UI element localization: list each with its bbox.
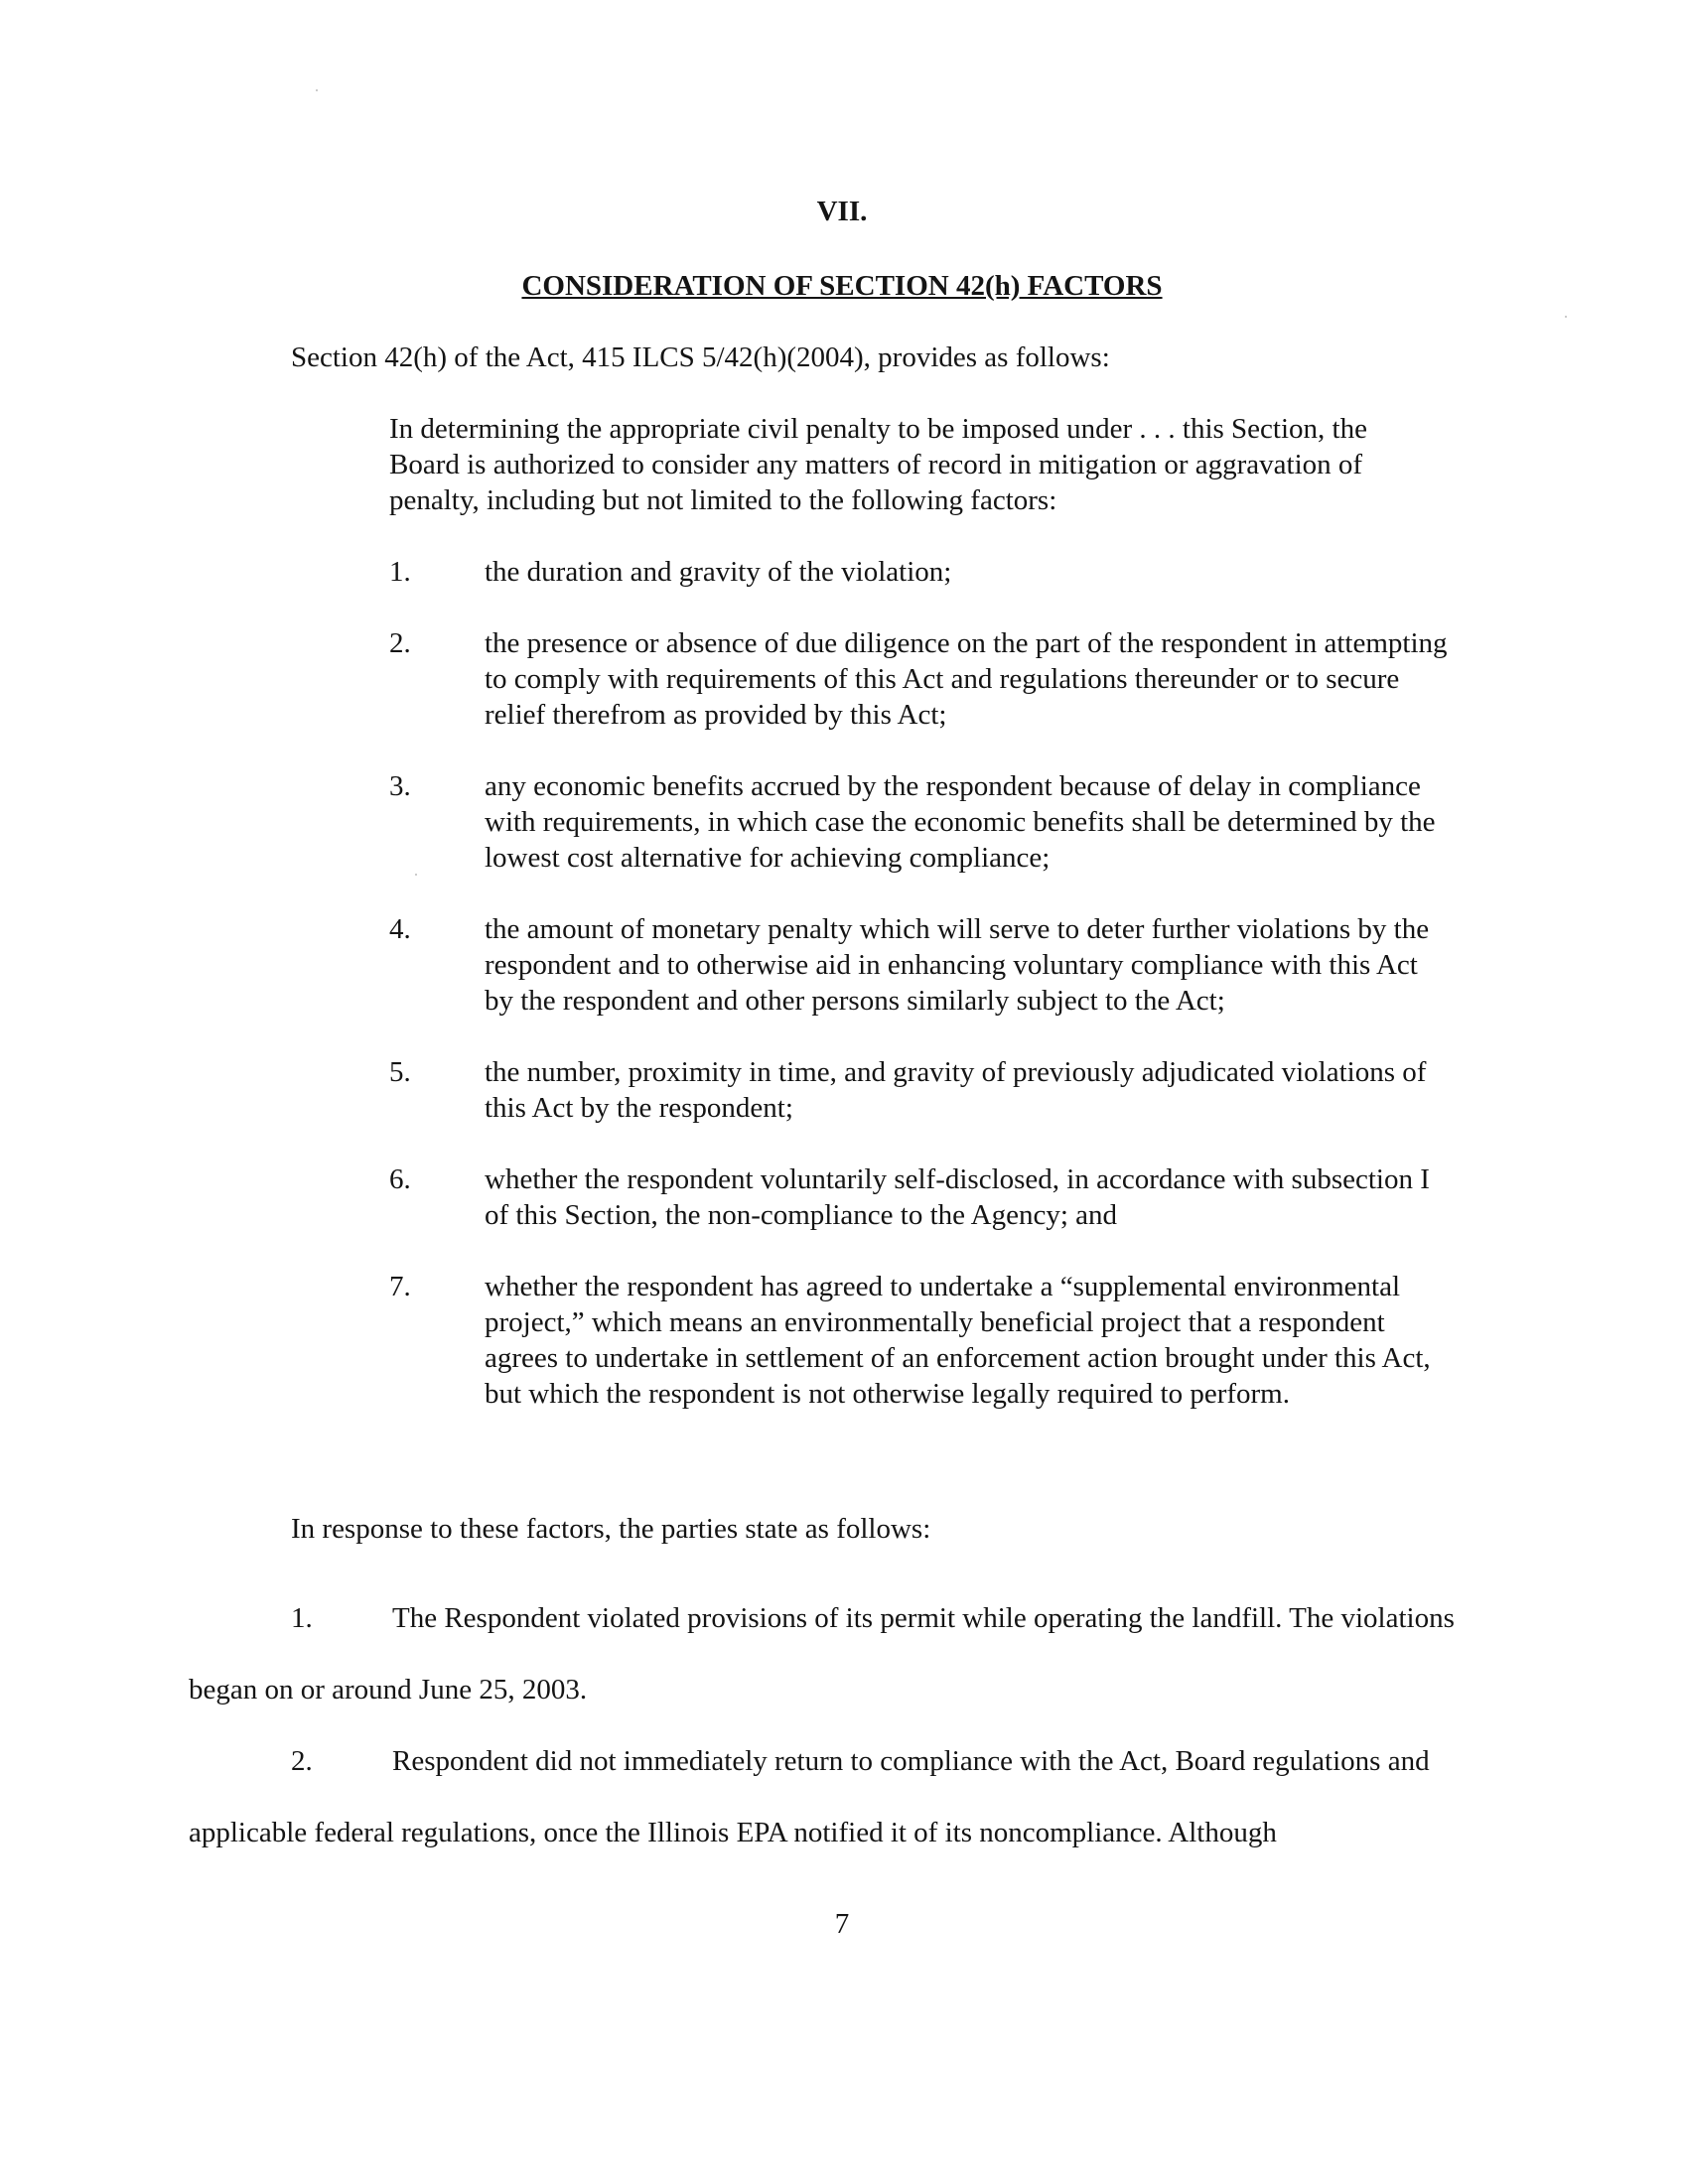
response-paragraph [189, 1582, 1460, 1725]
scan-speck [415, 874, 417, 876]
scan-speck [1565, 316, 1567, 318]
scan-speck [316, 89, 318, 91]
factor-text: any economic benefits accrued by the respondent because of delay in compliance with requirements, in which case the economic benefits shall be determined by the lowest cost alternative for achieving compliance; [485, 770, 1436, 874]
factor-text: whether the respondent has agreed to undertake a “supplemental environmental project,” which means an environmentally beneficial project that a respondent agrees to undertake in settlement of an enforcement action brought under this Act, but which the respondent is not otherwise legally required to perform. [485, 1271, 1431, 1410]
response-text: The Respondent violated provisions of its permit while operating the landfill. The violations began on or around June 25, 2003. [189, 1602, 1455, 1706]
intro-paragraph: Section 42(h) of the Act, 415 ILCS 5/42(h)(2004), provides as follows: [291, 341, 1110, 373]
factor-number: 5. [389, 1056, 411, 1088]
factor-text: whether the respondent voluntarily self-disclosed, in accordance with subsection I of this Section, the non-compliance to the Agency; and [485, 1163, 1430, 1231]
response-intro: In response to these factors, the parties state as follows: [291, 1513, 931, 1545]
factor-number: 6. [389, 1163, 411, 1195]
factor-text: the number, proximity in time, and gravity of previously adjudicated violations of this Act by the respondent; [485, 1056, 1427, 1124]
section-heading: CONSIDERATION OF SECTION 42(h) FACTORS [521, 270, 1163, 302]
response-text: Respondent did not immediately return to compliance with the Act, Board regulations and applicable federal regulations, once the Illinois EPA notified it of its noncompliance. Although [189, 1745, 1430, 1848]
factor-number: 4. [389, 913, 411, 945]
response-paragraph [189, 1725, 1460, 1868]
factor-text: the amount of monetary penalty which will serve to deter further violations by the respondent and to otherwise aid in enhancing voluntary compliance with this Act by the respondent and other persons similarly subject to the Act; [485, 913, 1430, 1017]
factor-number: 1. [389, 556, 411, 588]
response-number: 2. [291, 1745, 313, 1777]
page-number: 7 [834, 1908, 850, 1940]
factor-number: 7. [389, 1271, 411, 1302]
factor-text: the presence or absence of due diligence on the part of the respondent in attempting to comply with requirements of this Act and regulations thereunder or to secure relief therefrom as provided by this Act; [485, 627, 1448, 731]
factor-text: the duration and gravity of the violation; [485, 556, 952, 588]
factor-number: 3. [389, 770, 411, 802]
quoted-statute-intro: In determining the appropriate civil penalty to be imposed under . . . this Section, the Board is authorized to consider any matters of record in mitigation or aggravation of penalty, including but not limited to the following factors: [389, 413, 1367, 516]
response-number: 1. [291, 1602, 313, 1634]
section-number: VII. [816, 196, 868, 227]
factor-number: 2. [389, 627, 411, 659]
